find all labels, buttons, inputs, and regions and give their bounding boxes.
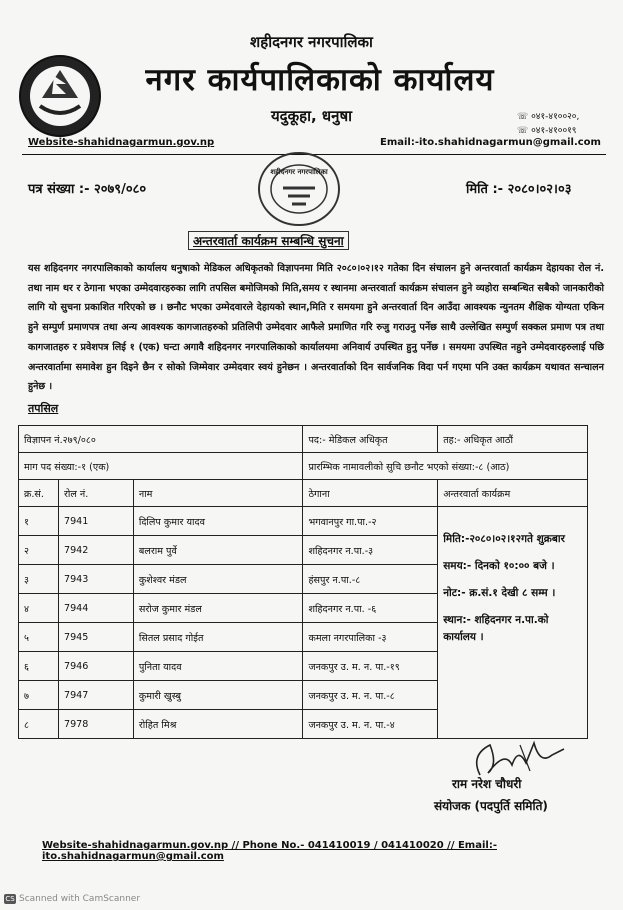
org-title: नगर कार्यपालिकाको कार्यालय xyxy=(145,62,495,98)
cell-address: जनकपुर उ. म. न. पा.-८ xyxy=(303,681,438,710)
cell-name: सरोज कुमार मंडल xyxy=(133,594,303,623)
footer-contact[interactable]: Website-shahidnagarmun.gov.np // Phone No.- 041410019 / 041410020 // Email:-ito.shahidnagarmun@gmail.com xyxy=(42,840,497,862)
cell-sn: ५ xyxy=(19,623,59,652)
candidate-table xyxy=(18,425,588,739)
scanner-watermark xyxy=(4,894,140,904)
letter-date: मिति :- २०८०।०२।०३ xyxy=(466,182,572,197)
cell-address: जनकपुर उ. म. न. पा.-१९ xyxy=(303,652,438,681)
signatory-name: राम नरेश चौधरी xyxy=(452,777,522,791)
cell-address: हंसपुर न.पा.-८ xyxy=(303,565,438,594)
notice-title: अन्तरवार्ता कार्यक्रम सम्बन्धि सुचना xyxy=(188,231,349,250)
col-header-roll: रोल नं. xyxy=(58,480,133,507)
col-header-name: नाम xyxy=(133,480,303,507)
table-info-row xyxy=(19,426,588,453)
cell-name: बलराम पुर्वे xyxy=(133,536,303,565)
cell-roll: 7941 xyxy=(58,507,133,536)
table-info-row xyxy=(19,453,588,480)
letter-number: पत्र संख्या :- २०७९/०८० xyxy=(28,182,147,197)
cell-name: रोहित मिश्र xyxy=(133,710,303,739)
cell-address: कमला नगरपालिका -३ xyxy=(303,623,438,652)
shortlist-count: प्रारम्भिक नामावलीको सुचि छनौट भएको संख्या:-८ (आठ) xyxy=(303,453,588,480)
program-note: नोट:- क्र.सं.१ देखी ८ सम्म । xyxy=(443,587,556,599)
col-header-address: ठेगाना xyxy=(303,480,438,507)
org-subtitle: शहीदनगर नगरपालिका xyxy=(250,33,373,51)
org-address: यदुकूहा, धनुषा xyxy=(270,107,353,125)
notice-body: यस शहिदनगर नगरपालिकाको कार्यालय धनुषाको मेडिकल अधिकृतको विज्ञापनमा मिति २०८०।०२।१२ गतेका दिन संचालन हुने अन्तरवार्ता कार्यक्रम देहायका रोल नं. तथा नाम थर र ठेगाना भएका उम्मेदवारहरुका लागि तपसिल बमोजिमको मिति,समय र स्थानमा अन्तरवार्ता कार्यक्रम संचालन हुने व्यहोरा सम्बन्धित सबैको जानकारीको लागि यो सुचना प्रकाशित गरिएको छ । छनौट भएका उम्मेदवारले देहायको स्थान,मिति र समयमा हुने अन्तरवार्ता दिन आउँदा आवश्यक न्युनतम शैक्षिक योग्यता एकिन हुने सम्पुर्ण प्रमाणपत्र तथा अन्य आवश्यक कागजातहरुको प्रतिलिपी उम्मेदवार आफैले प्रमाणित गरि रुजु गराउनु पर्नेछ साथै उल्लेखित सम्पुर्ण सक्कल प्रमाण पत्र तथा कागजातहरु र प्रवेशपत्र लिई १ (एक) घन्टा अगावै शहिदनगर नगरपालिकाको कार्यालयमा अनिवार्य उपस्थित हुनु पर्नेछ । समयमा उपस्थित नहुने उम्मेदवारहरुलाई पछि अन्तरवार्तामा समावेश हुन दिइने छैन र सोको जिम्मेवार उम्मेदवार स्वयं हुनेछन । अन्तरवार्ताको दिन सार्वजनिक विदा पर्न गएमा पनि उक्त कार्यक्रम यथावत सन्चालन हुनेछ । xyxy=(28,263,604,393)
cell-sn: ७ xyxy=(19,681,59,710)
cell-roll: 7943 xyxy=(58,565,133,594)
cell-roll: 7947 xyxy=(58,681,133,710)
phone-1: ☏ ०४१-४१००२०, xyxy=(517,112,580,122)
cell-address: शहिदनगर न.पा. -६ xyxy=(303,594,438,623)
cell-sn: ६ xyxy=(19,652,59,681)
table-header-row xyxy=(19,480,588,507)
cell-roll: 7945 xyxy=(58,623,133,652)
cell-name: दिलिप कुमार यादव xyxy=(133,507,303,536)
program-time: समय:- दिनको १०:०० बजे । xyxy=(443,560,555,572)
level: तह:- अधिकृत आठौं xyxy=(438,426,588,453)
col-header-program: अन्तरवार्ता कार्यक्रम xyxy=(438,480,588,507)
phone-2: ☏ ०४१-४१००१९ xyxy=(517,126,577,136)
office-stamp xyxy=(238,148,360,230)
cell-name: पुनिता यादव xyxy=(133,652,303,681)
cell-sn: ८ xyxy=(19,710,59,739)
program-date: मिति:-२०८०।०२।१२गते शुक्रबार xyxy=(443,533,565,545)
program-venue: स्थान:- शहिदनगर न.पा.को कार्यालय । xyxy=(443,614,549,643)
handwritten-signature xyxy=(460,735,570,780)
phone-numbers xyxy=(517,110,579,138)
cell-roll: 7942 xyxy=(58,536,133,565)
cell-roll: 7946 xyxy=(58,652,133,681)
cell-sn: ३ xyxy=(19,565,59,594)
cell-sn: ४ xyxy=(19,594,59,623)
website-link[interactable]: Website-shahidnagarmun.gov.np xyxy=(28,137,215,148)
cell-sn: २ xyxy=(19,536,59,565)
program-details xyxy=(438,507,588,739)
table-row xyxy=(19,507,588,536)
cell-name: सितल प्रसाद गोईत xyxy=(133,623,303,652)
cell-roll: 7944 xyxy=(58,594,133,623)
signatory-role: संयोजक (पदपुर्ति समिति) xyxy=(434,799,548,813)
post: पद:- मेडिकल अधिकृत xyxy=(303,426,438,453)
advert-number: विज्ञापन नं.२७९/०८० xyxy=(19,426,303,453)
stamp-text: शहीदनगर नगरपालिका xyxy=(270,168,328,176)
cell-address: भगवानपुर गा.पा.-२ xyxy=(303,507,438,536)
col-header-sn: क्र.सं. xyxy=(19,480,59,507)
cell-address: जनकपुर उ. म. न. पा.-४ xyxy=(303,710,438,739)
scanner-label: Scanned with CamScanner xyxy=(19,894,141,904)
cell-name: कुमारी खुस्बु xyxy=(133,681,303,710)
cell-address: शहिदनगर न.पा.-३ xyxy=(303,536,438,565)
camscanner-icon: CS xyxy=(5,895,15,903)
cell-name: कुशेश्वर मंडल xyxy=(133,565,303,594)
cell-roll: 7978 xyxy=(58,710,133,739)
email-link[interactable]: Email:-ito.shahidnagarmun@gmail.com xyxy=(380,137,601,148)
demand-count: माग पद संख्या:-१ (एक) xyxy=(19,453,303,480)
details-heading: तपसिल xyxy=(28,402,59,415)
cell-sn: १ xyxy=(19,507,59,536)
